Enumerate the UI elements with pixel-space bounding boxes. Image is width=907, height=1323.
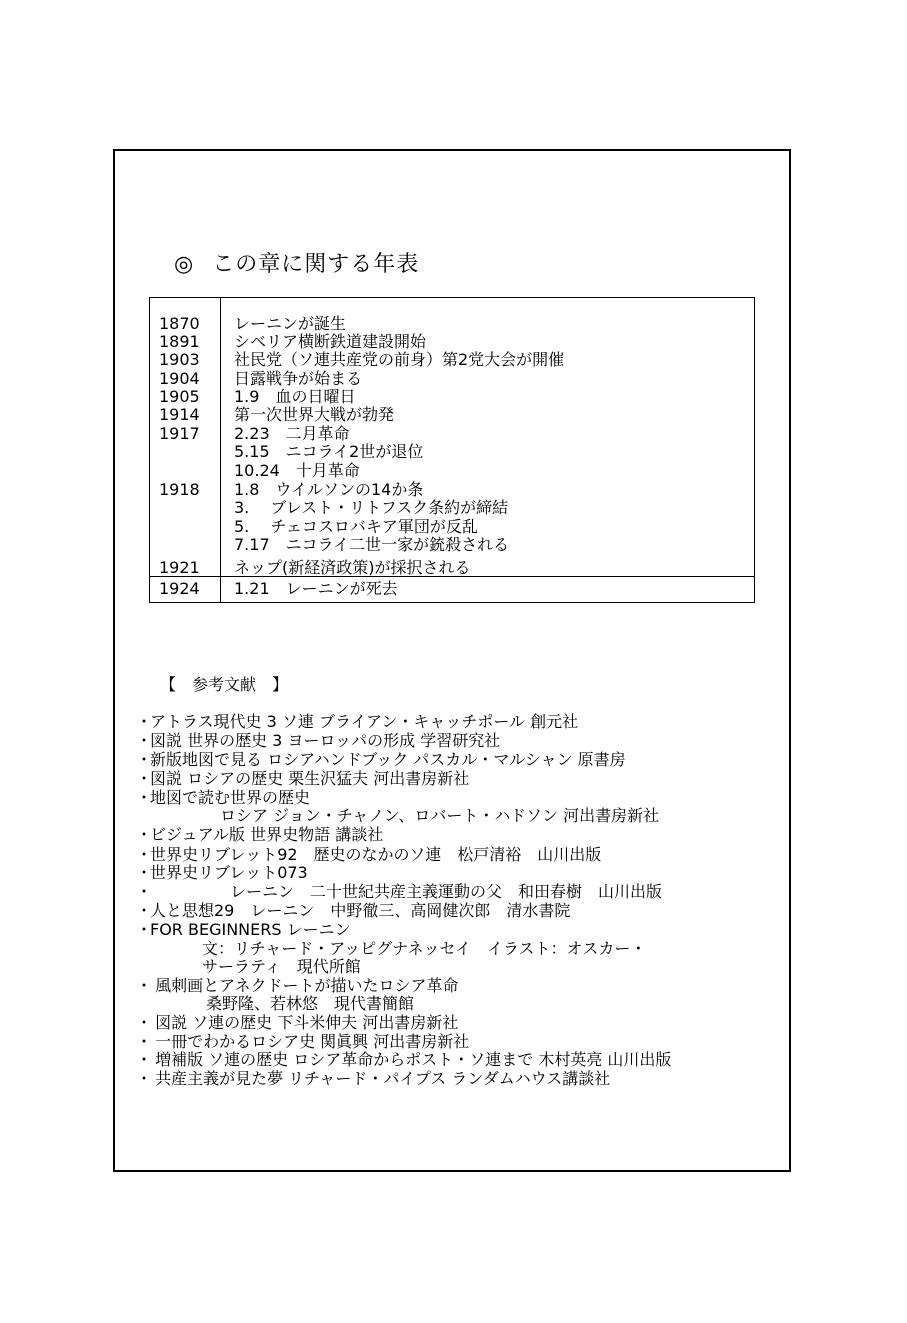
timeline-event: 1.21 レーニンが死去 xyxy=(234,579,398,598)
timeline-event: 5.15 ニコライ2世が退位 xyxy=(234,442,424,461)
bullet-icon: ・ xyxy=(136,825,153,844)
reference-item xyxy=(136,863,308,882)
reference-text: 増補版 ソ連の歴史 ロシア革命からポスト・ソ連まで 木村英亮 山川出版 xyxy=(150,1050,672,1069)
bullet-icon: ・ xyxy=(136,882,153,901)
timeline-event: 1.8 ウイルソンの14か条 xyxy=(234,480,424,499)
timeline-event: 社民党（ソ連共産党の前身）第2党大会が開催 xyxy=(234,350,565,369)
reference-item xyxy=(136,769,469,788)
timeline-event: レーニンが誕生 xyxy=(234,314,347,333)
timeline-year: 1914 xyxy=(159,405,200,424)
reference-text: 人と思想29 レーニン 中野徹三、高岡健次郎 清水書院 xyxy=(150,901,571,920)
reference-text: 図説 世界の歴史 3 ヨーロッパの形成 学習研究社 xyxy=(150,731,501,750)
timeline-table xyxy=(149,297,755,603)
timeline-event: 7.17 ニコライ二世一家が銃殺される xyxy=(234,535,510,554)
reference-text: 地図で読む世界の歴史 xyxy=(150,788,311,807)
double-circle-icon: ◎ xyxy=(174,252,195,277)
bullet-icon: ・ xyxy=(136,1013,153,1032)
timeline-year: 1870 xyxy=(159,314,200,333)
reference-text: ロシア ジョン・チャノン、ロバート・ハドソン 河出書房新社 xyxy=(220,806,660,825)
timeline-year: 1891 xyxy=(159,332,200,351)
bullet-icon: ・ xyxy=(136,769,153,788)
bullet-icon: ・ xyxy=(136,920,153,939)
timeline-year: 1921 xyxy=(159,558,200,577)
reference-item xyxy=(136,788,310,807)
timeline-event: 10.24 十月革命 xyxy=(234,461,360,480)
timeline-year: 1917 xyxy=(159,424,200,443)
timeline-event: 2.23 二月革命 xyxy=(234,424,350,443)
reference-item xyxy=(136,994,414,1013)
reference-item xyxy=(136,920,351,939)
bullet-icon: ・ xyxy=(136,976,153,995)
timeline-event: 5. チェコスロバキア軍団が反乱 xyxy=(234,517,478,536)
reference-text: アトラス現代史 3 ソ連 ブライアン・キャッチポール 創元社 xyxy=(150,712,579,731)
reference-item xyxy=(136,845,601,864)
timeline-event: シベリア横断鉄道建設開始 xyxy=(234,332,427,351)
reference-text: 図説 ソ連の歴史 下斗米伸夫 河出書房新社 xyxy=(150,1013,459,1032)
section-heading xyxy=(174,250,419,280)
column-divider xyxy=(220,298,221,602)
reference-item xyxy=(136,825,383,844)
timeline-year: 1903 xyxy=(159,350,200,369)
reference-text: 世界史リブレット92 歴史のなかのソ連 松戸清裕 山川出版 xyxy=(150,845,602,864)
bullet-icon: ・ xyxy=(136,788,153,807)
bullet-icon: ・ xyxy=(136,863,153,882)
reference-item xyxy=(136,712,578,731)
bullet-icon: ・ xyxy=(136,901,153,920)
reference-item xyxy=(136,976,458,995)
timeline-year: 1904 xyxy=(159,369,200,388)
timeline-event: 1.9 血の日曜日 xyxy=(234,387,356,406)
timeline-year: 1924 xyxy=(159,579,200,598)
bullet-icon: ・ xyxy=(136,845,153,864)
reference-item xyxy=(136,1032,469,1051)
timeline-event: 日露戦争が始まる xyxy=(234,369,363,388)
bullet-icon: ・ xyxy=(136,1050,153,1069)
reference-item xyxy=(136,1013,458,1032)
bullet-icon: ・ xyxy=(136,1032,153,1051)
reference-text: FOR BEGINNERS レーニン xyxy=(150,920,351,939)
timeline-event: 3. ブレスト・リトフスク条約が締結 xyxy=(234,498,509,517)
reference-item xyxy=(136,731,500,750)
reference-text: 共産主義が見た夢 リチャード・パイプス ランダムハウス講談社 xyxy=(150,1069,611,1088)
reference-text: 桑野隆、若林悠 現代書簡館 xyxy=(206,994,415,1013)
reference-text: 新版地図で見る ロシアハンドブック パスカル・マルシャン 原書房 xyxy=(150,750,626,769)
reference-text: 文：リチャード・アッピグナネッセイ イラスト：オスカー・ xyxy=(202,939,647,958)
reference-text: 一冊でわかるロシア史 関眞興 河出書房新社 xyxy=(150,1032,470,1051)
reference-text: 図説 ロシアの歴史 栗生沢猛夫 河出書房新社 xyxy=(150,769,470,788)
bullet-icon: ・ xyxy=(136,1069,153,1088)
reference-item xyxy=(136,1069,610,1088)
reference-item xyxy=(136,957,361,976)
reference-text: 世界史リブレット073 xyxy=(150,863,308,882)
reference-item xyxy=(136,750,626,769)
reference-item xyxy=(136,939,646,958)
timeline-event: ネップ(新経済政策)が採択される xyxy=(234,558,471,577)
reference-text: ビジュアル版 世界史物語 講談社 xyxy=(150,825,384,844)
reference-item xyxy=(136,1050,671,1069)
reference-item xyxy=(136,806,659,825)
reference-text: 風刺画とアネクドートが描いたロシア革命 xyxy=(150,976,459,995)
references-title: 【 参考文献 】 xyxy=(160,675,289,694)
reference-text: レーニン 二十世紀共産主義運動の父 和田春樹 山川出版 xyxy=(230,882,663,901)
reference-item xyxy=(136,882,662,901)
reference-text: サーラティ 現代所館 xyxy=(202,957,361,976)
timeline-year: 1918 xyxy=(159,480,200,499)
timeline-event: 第一次世界大戦が勃発 xyxy=(234,405,395,424)
bullet-icon: ・ xyxy=(136,712,153,731)
heading-title: この章に関する年表 xyxy=(212,252,420,277)
reference-item xyxy=(136,901,570,920)
bullet-icon: ・ xyxy=(136,750,153,769)
bullet-icon: ・ xyxy=(136,731,153,750)
timeline-year: 1905 xyxy=(159,387,200,406)
